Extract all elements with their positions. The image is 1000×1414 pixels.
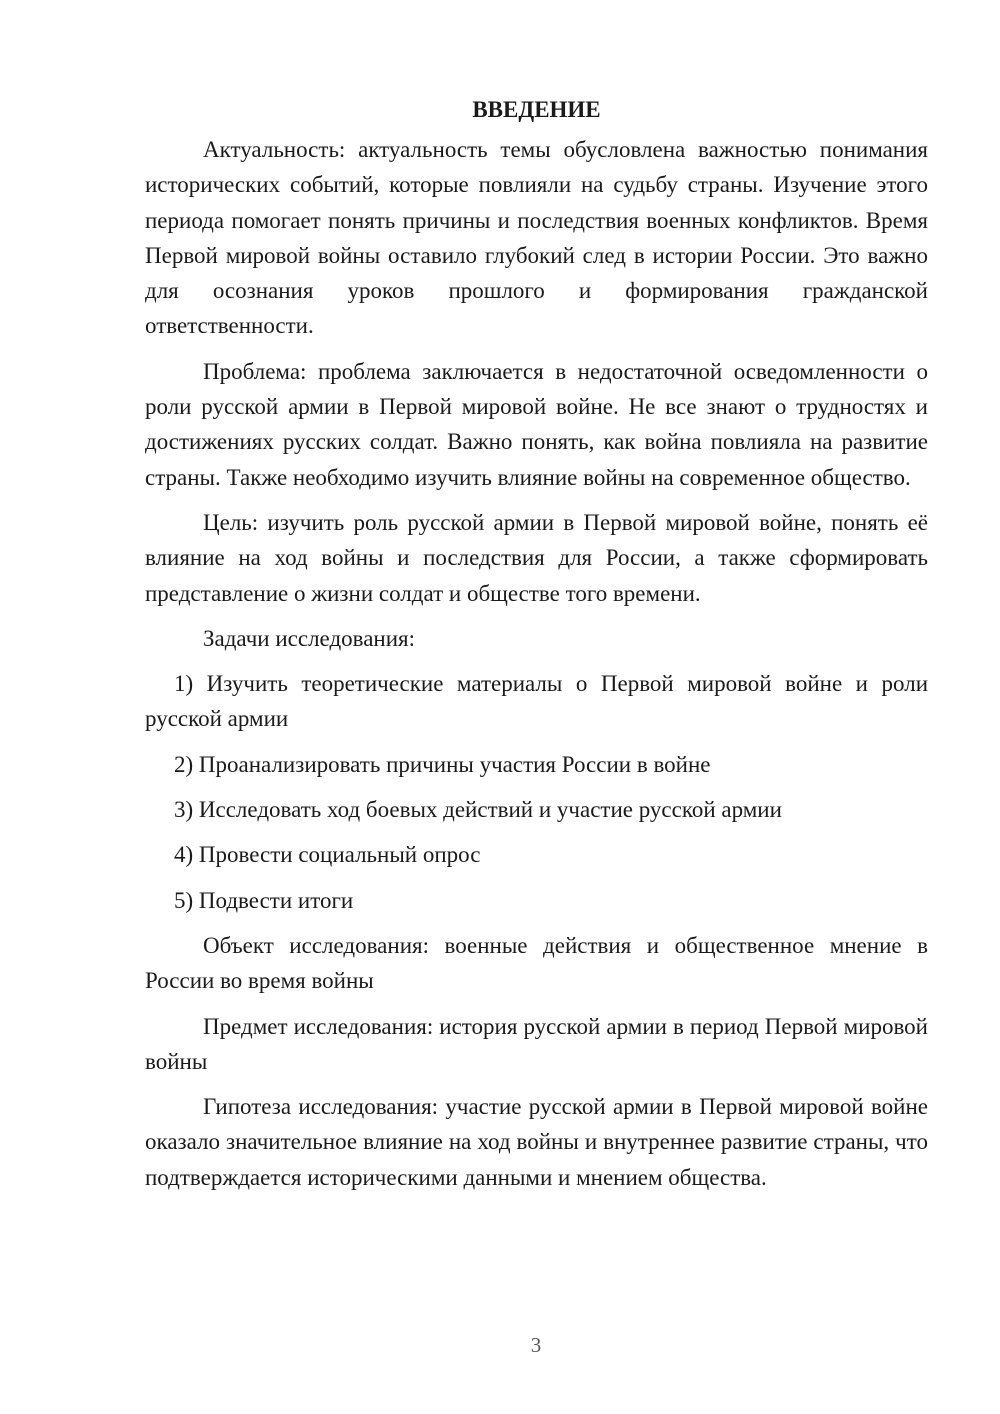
task-item-1: 1) Изучить теоретические материалы о Первой мировой войне и роли русской армии xyxy=(145,671,928,732)
tasks-heading: Задачи исследования: xyxy=(203,625,416,651)
paragraph-object: Объект исследования: военные действия и общественное мнение в России во время войны xyxy=(145,932,928,994)
task-item-4: 4) Провести социальный опрос xyxy=(174,842,481,868)
paragraph-hypothesis: Гипотеза исследования: участие русской армии в Первой мировой войне оказало значительное влияние на ход войны и внутреннее развитие страны, что подтверждается историческими данными и мнением общества. xyxy=(145,1094,928,1190)
page-number: 3 xyxy=(530,1333,542,1357)
paragraph-subject: Предмет исследования: история русской армии в период Первой мировой войны xyxy=(145,1013,928,1074)
paragraph-relevance: Актуальность: актуальность темы обусловлена важностью понимания исторических событий, которые повлияли на судьбу страны. Изучение этого периода помогает понять причины и последствия военных конфликтов. Время Первой мировой войны оставило глубокий след в истории России. Это важно для осознания уроков прошлого и формирования гражданской ответственности. xyxy=(145,137,928,339)
page-title: ВВЕДЕНИЕ xyxy=(472,97,601,122)
document-page xyxy=(145,92,928,1205)
task-item-3: 3) Исследовать ход боевых действий и участие русской армии xyxy=(174,797,782,823)
task-item-2: 2) Проанализировать причины участия России в войне xyxy=(174,751,711,777)
paragraph-problem: Проблема: проблема заключается в недостаточной осведомленности о роли русской армии в Первой мировой войне. Не все знают о трудностях и достижениях русских солдат. Важно понять, как война повлияла на развитие страны. Также необходимо изучить влияние войны на современное общество. xyxy=(145,358,928,490)
paragraph-goal: Цель: изучить роль русской армии в Первой мировой войне, понять её влияние на ход войны и последствия для России, а также сформировать представление о жизни солдат и обществе того времени. xyxy=(145,509,928,606)
task-item-5: 5) Подвести итоги xyxy=(174,887,354,913)
